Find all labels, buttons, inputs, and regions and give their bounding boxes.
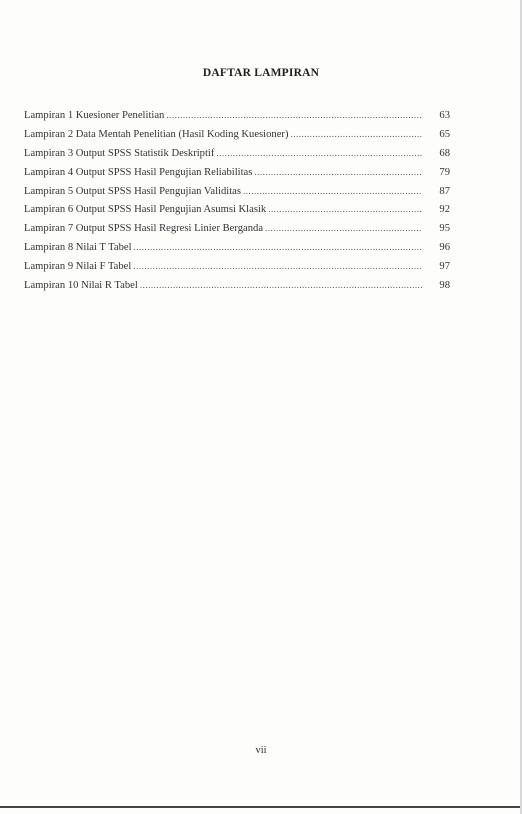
entry-page: 96 bbox=[439, 242, 450, 254]
dot-leader bbox=[133, 261, 422, 271]
list-item bbox=[24, 110, 450, 129]
entry-page: 95 bbox=[439, 223, 450, 235]
entry-label: Lampiran 3 Output SPSS Statistik Deskriptif bbox=[24, 147, 215, 159]
entry-label: Lampiran 8 Nilai T Tabel bbox=[24, 242, 132, 254]
dot-leader bbox=[140, 280, 422, 290]
dot-leader bbox=[268, 204, 422, 214]
list-item bbox=[24, 223, 450, 242]
entry-label: Lampiran 2 Data Mentah Penelitian (Hasil Koding Kuesioner) bbox=[24, 128, 289, 140]
entry-label: Lampiran 9 Nilai F Tabel bbox=[24, 261, 132, 273]
list-item bbox=[24, 242, 450, 261]
dot-leader bbox=[166, 110, 422, 120]
dot-leader bbox=[290, 129, 422, 139]
entry-page: 98 bbox=[439, 280, 450, 292]
entry-label: Lampiran 1 Kuesioner Penelitian bbox=[24, 110, 165, 121]
dot-leader bbox=[254, 167, 422, 177]
dot-leader bbox=[216, 148, 422, 158]
scan-bottom-edge bbox=[0, 806, 522, 808]
dot-leader bbox=[134, 242, 422, 252]
entry-label: Lampiran 7 Output SPSS Hasil Regresi Linier Berganda bbox=[24, 223, 264, 235]
list-item bbox=[24, 261, 450, 280]
list-item bbox=[24, 167, 450, 186]
entry-label: Lampiran 10 Nilai R Tabel bbox=[24, 280, 138, 292]
dot-leader bbox=[265, 223, 422, 233]
appendix-list bbox=[24, 110, 450, 299]
entry-page: 92 bbox=[439, 204, 450, 216]
entry-label: Lampiran 6 Output SPSS Hasil Pengujian Asumsi Klasik bbox=[24, 204, 267, 216]
page-title: DAFTAR LAMPIRAN bbox=[202, 67, 320, 79]
entry-page: 97 bbox=[439, 261, 450, 273]
dot-leader bbox=[243, 186, 422, 196]
entry-page: 63 bbox=[439, 110, 450, 121]
list-item bbox=[24, 186, 450, 205]
entry-label: Lampiran 4 Output SPSS Hasil Pengujian Reliabilitas bbox=[24, 166, 253, 178]
entry-page: 68 bbox=[439, 147, 450, 159]
entry-page: 87 bbox=[439, 185, 450, 197]
list-item bbox=[24, 204, 450, 223]
entry-page: 79 bbox=[439, 166, 450, 178]
list-item bbox=[24, 148, 450, 167]
entry-label: Lampiran 5 Output SPSS Hasil Pengujian Validitas bbox=[24, 185, 241, 197]
list-item bbox=[24, 129, 450, 148]
list-item bbox=[24, 280, 450, 299]
page-number: vii bbox=[255, 745, 267, 756]
entry-page: 65 bbox=[439, 128, 450, 140]
